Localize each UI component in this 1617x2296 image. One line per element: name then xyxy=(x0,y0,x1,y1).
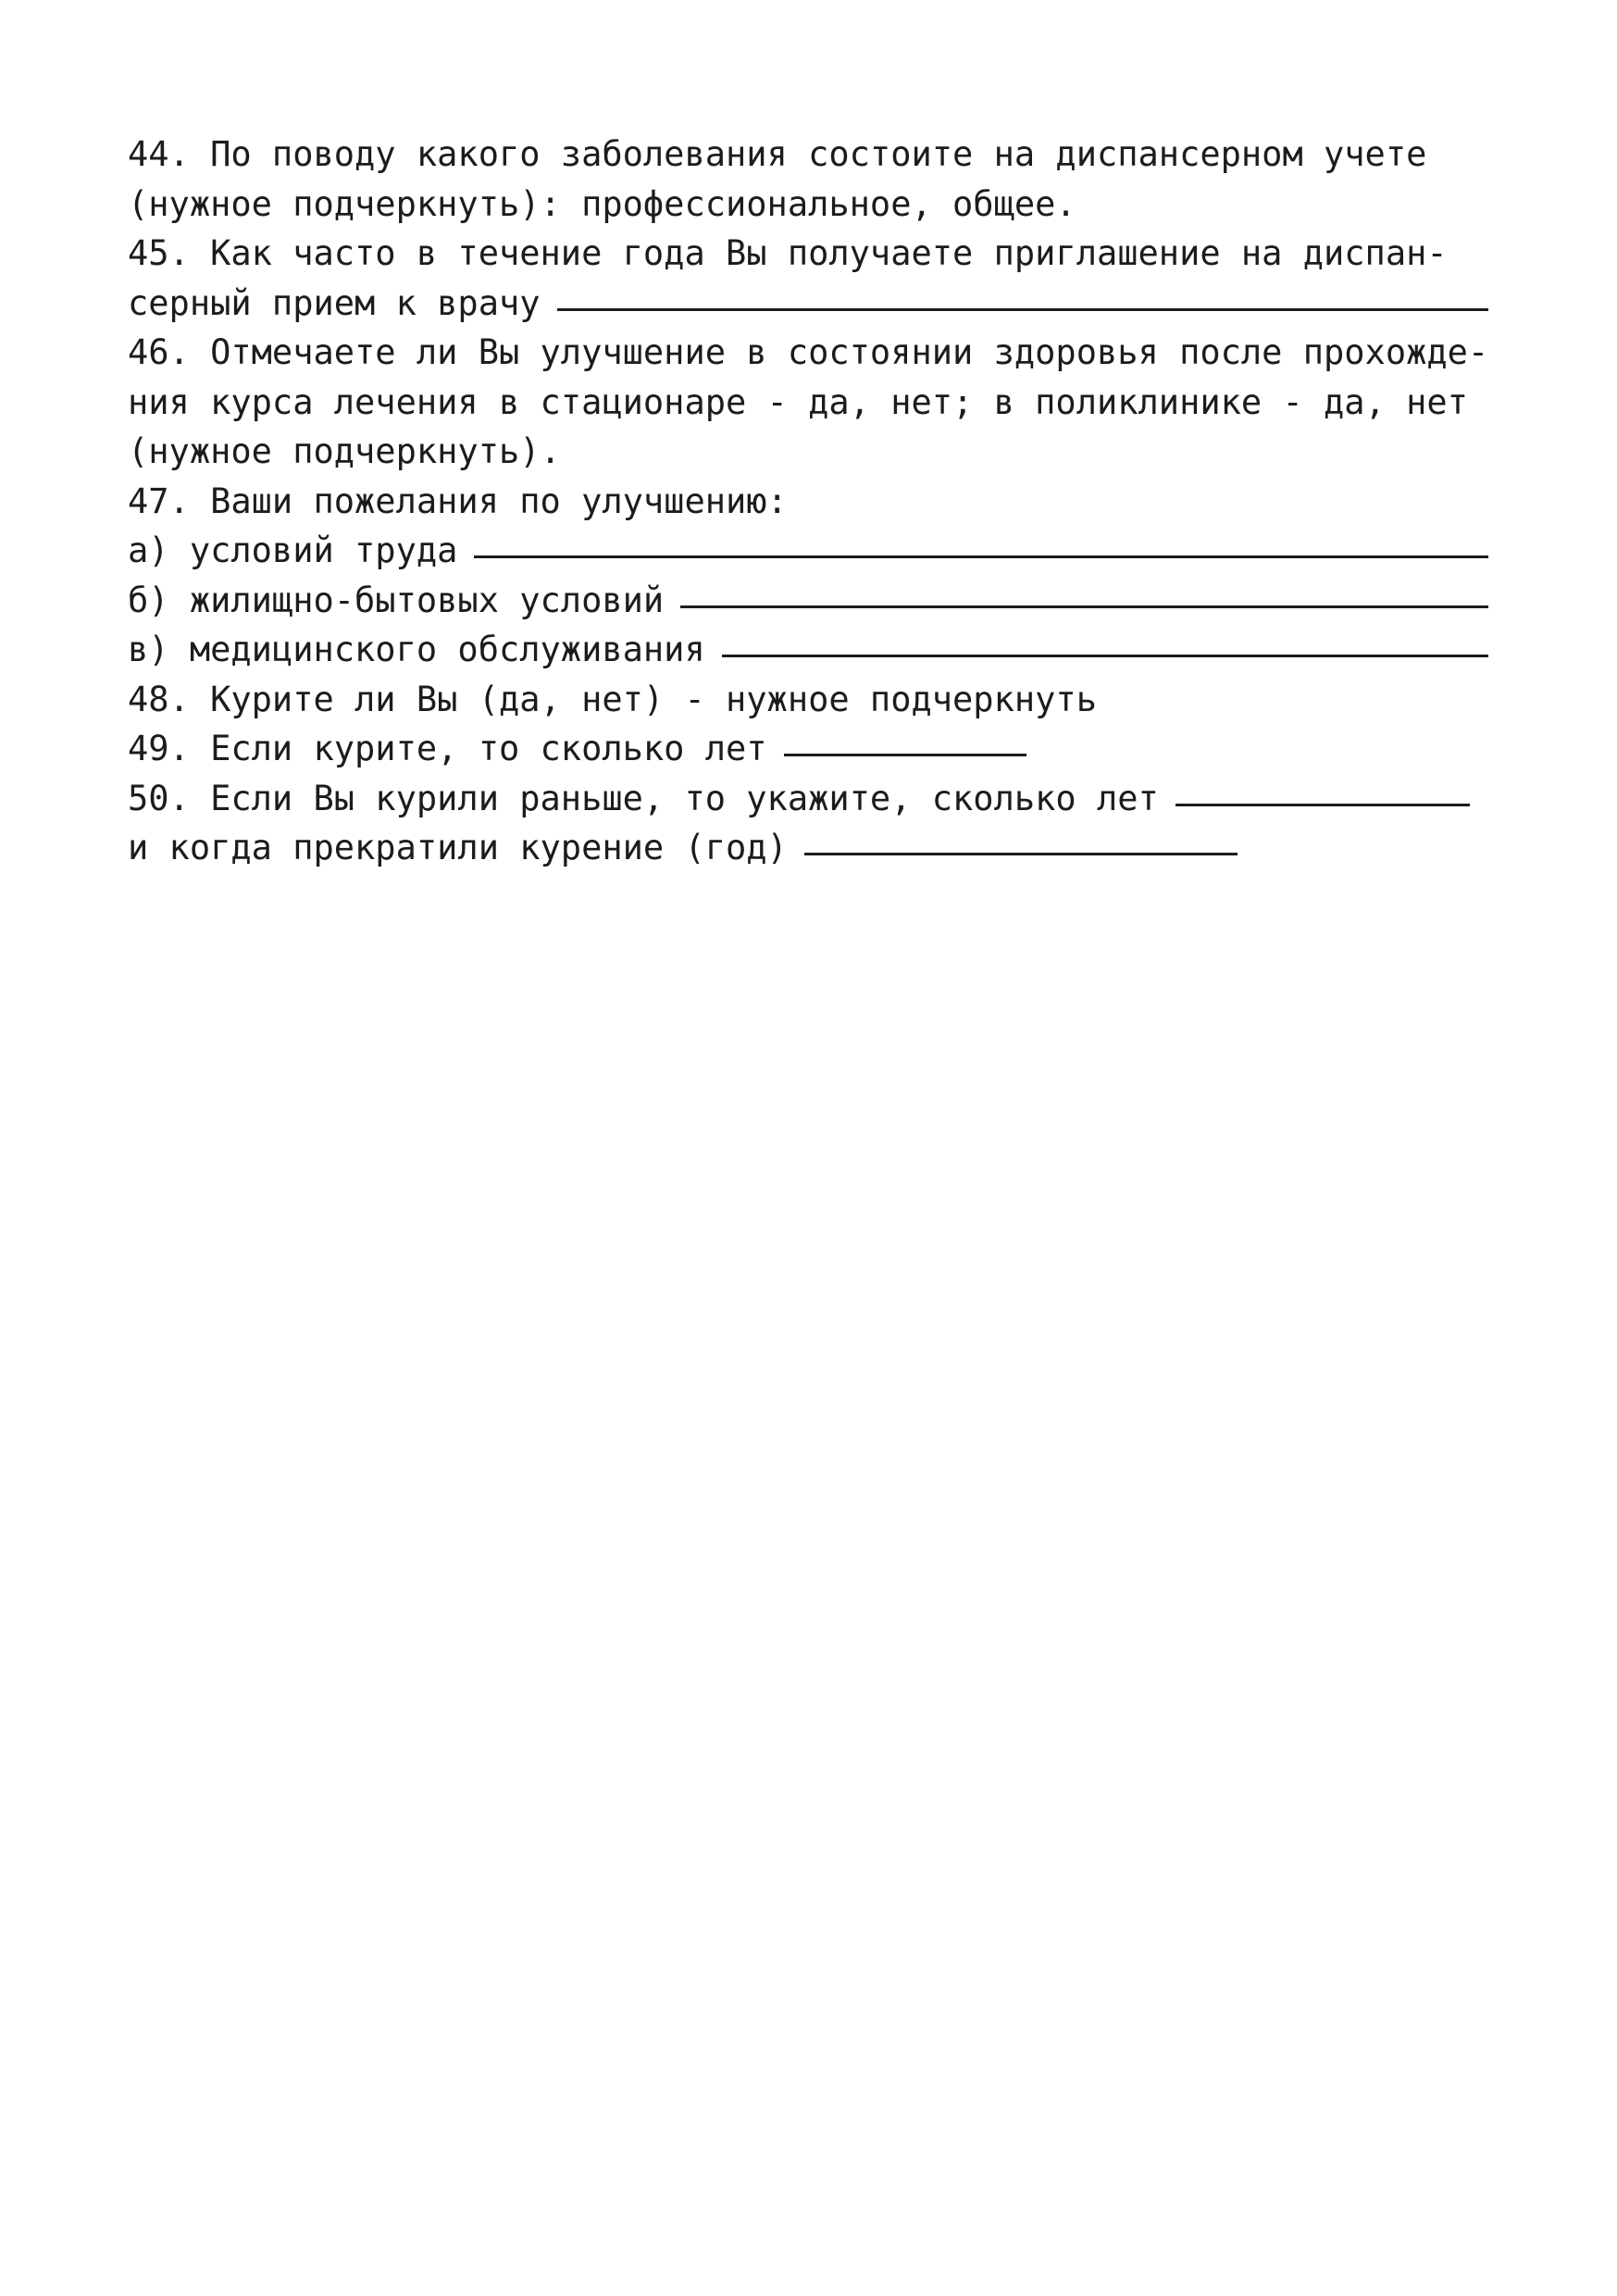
question-47-title: 47. Ваши пожелания по улучшению: xyxy=(128,480,788,521)
questionnaire xyxy=(128,130,1488,873)
question-47-item-a xyxy=(128,526,1488,576)
question-45-line-2 xyxy=(128,279,1488,329)
question-45-line-1 xyxy=(128,229,1488,279)
question-46-line-2 xyxy=(128,378,1488,428)
question-50-line-1 xyxy=(128,774,1488,824)
question-46-line-1 xyxy=(128,328,1488,378)
question-45-text: 45. Как часто в течение года Вы получаете приглашение на диспан- xyxy=(128,233,1448,273)
question-48-text: 48. Курите ли Вы (да, нет) - нужное подчеркнуть xyxy=(128,679,1097,719)
question-46-note: (нужное подчеркнуть). xyxy=(128,431,561,471)
question-48-line xyxy=(128,675,1488,725)
answer-blank-50-year-quit[interactable] xyxy=(804,852,1238,855)
question-46-options: ния курса лечения в стационаре - да, нет; в поликлинике - да, нет xyxy=(128,381,1468,422)
answer-blank-49[interactable] xyxy=(784,753,1026,756)
answer-blank-45[interactable] xyxy=(557,307,1488,311)
question-47-title-line xyxy=(128,477,1488,527)
question-50-text-cont: и когда прекратили курение (год) xyxy=(128,828,788,867)
question-50-line-2 xyxy=(128,823,1488,873)
answer-blank-47a[interactable] xyxy=(474,555,1488,558)
question-47-label-c: в) медицинского обслуживания xyxy=(128,630,705,669)
question-46-text: 46. Отмечаете ли Вы улучшение в состоянии здоровья после прохожде- xyxy=(128,332,1489,372)
answer-blank-50-years[interactable] xyxy=(1175,803,1470,806)
answer-blank-47b[interactable] xyxy=(680,605,1488,608)
question-47-item-b xyxy=(128,576,1488,626)
question-44-options: (нужное подчеркнуть): профессиональное, общее. xyxy=(128,183,1076,224)
question-44-text: 44. По поводу какого заболевания состоите на диспансерном учете xyxy=(128,134,1427,174)
question-47-label-a: а) условий труда xyxy=(128,530,458,570)
answer-blank-47c[interactable] xyxy=(722,654,1488,657)
question-47-item-c xyxy=(128,625,1488,675)
question-50-text: 50. Если Вы курили раньше, то укажите, сколько лет xyxy=(128,778,1159,818)
question-49-text: 49. Если курите, то сколько лет xyxy=(128,729,767,768)
question-44-line-2 xyxy=(128,180,1488,230)
question-44-line-1 xyxy=(128,130,1488,180)
question-49-line xyxy=(128,724,1488,774)
question-46-line-3 xyxy=(128,427,1488,477)
question-45-text-cont: серный прием к врачу xyxy=(128,282,541,323)
question-47-label-b: б) жилищно-бытовых условий xyxy=(128,580,665,620)
